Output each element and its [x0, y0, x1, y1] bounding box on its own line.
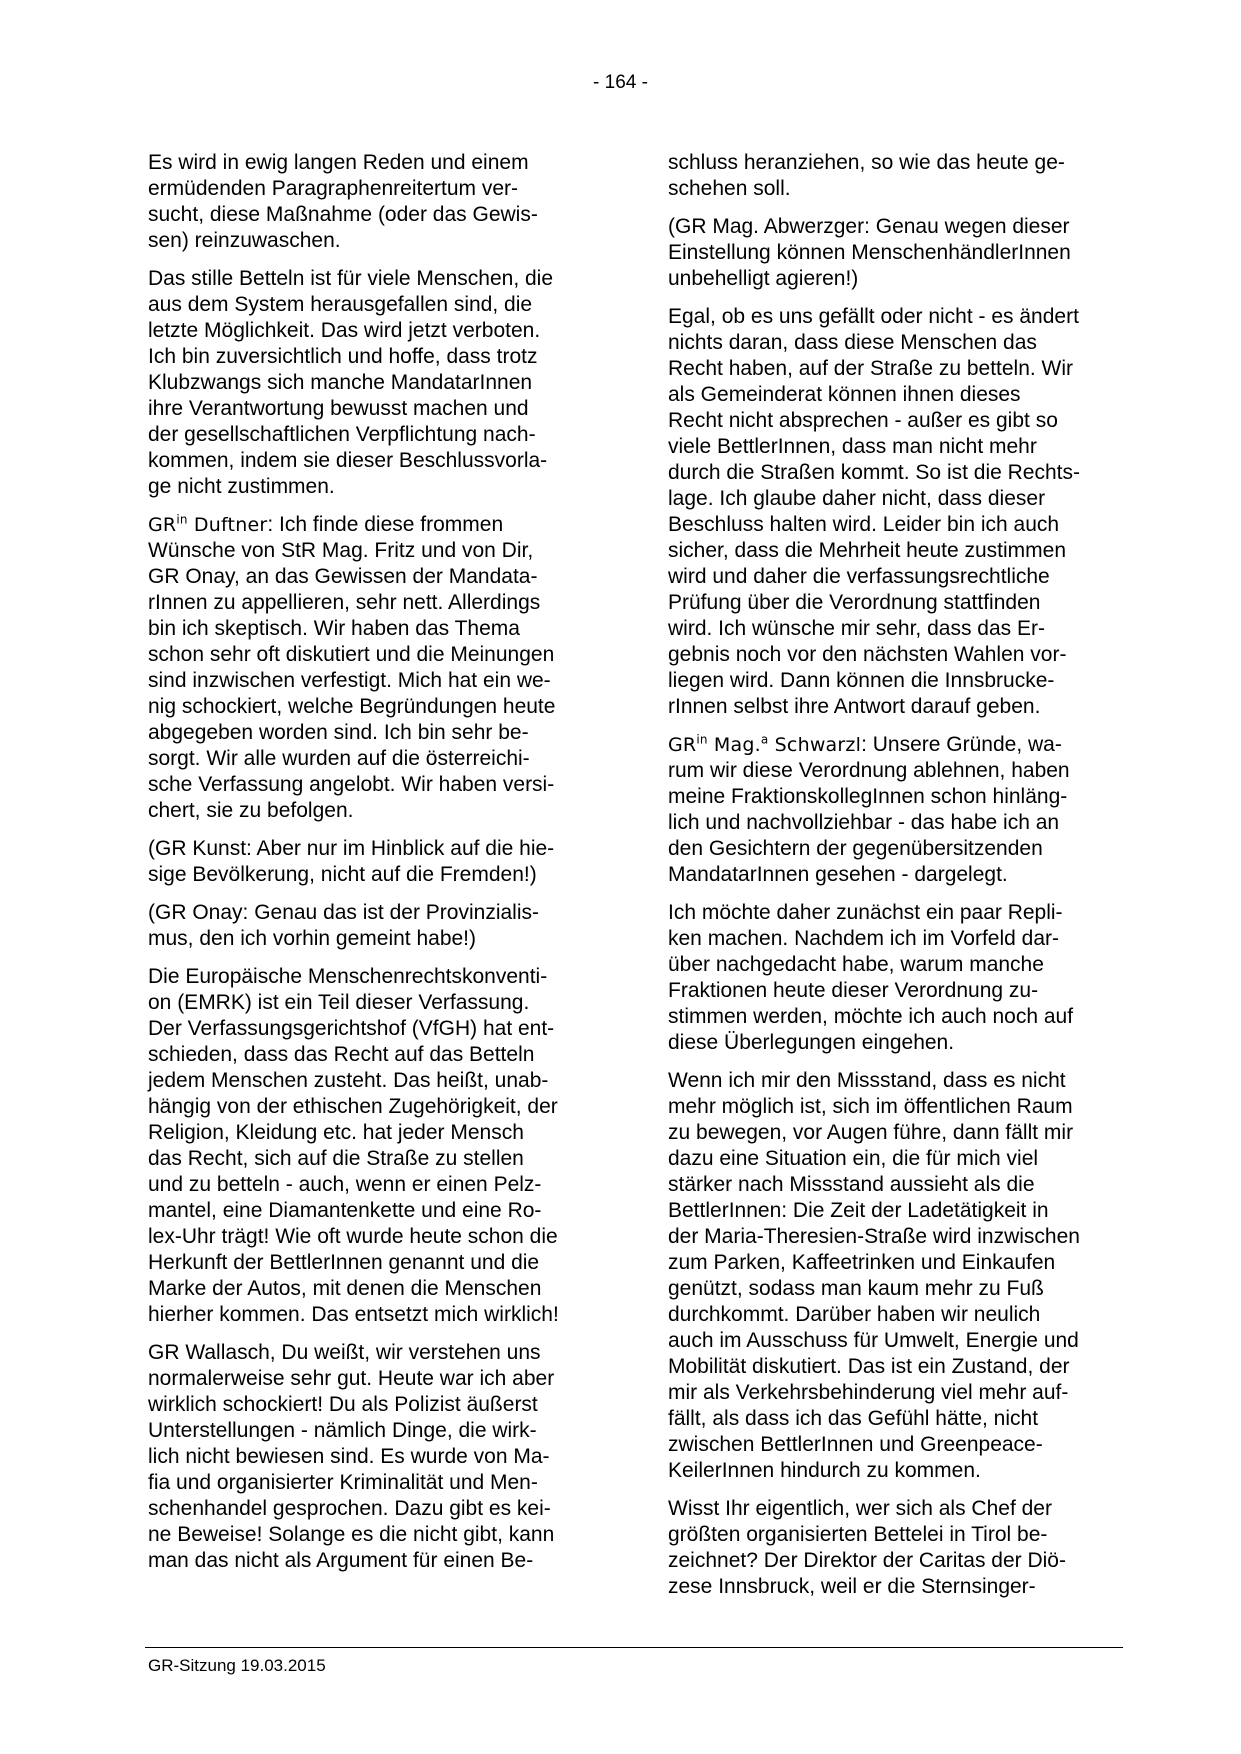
text-line: schieden, dass das Recht auf das Betteln [148, 1043, 535, 1066]
paragraph [668, 214, 1118, 292]
text-line: schon sehr oft diskutiert und die Meinungen [148, 643, 555, 666]
text-line: nig schockiert, welche Begründungen heute [148, 695, 556, 718]
text-line: schehen soll. [668, 177, 791, 200]
text-line: fia und organisierter Kriminalität und Men- [148, 1471, 538, 1494]
text-line: normalerweise sehr gut. Heute war ich aber [148, 1367, 555, 1390]
text-line: sicher, dass die Mehrheit heute zustimmen [668, 539, 1067, 562]
text-line: sen) reinzuwaschen. [148, 229, 341, 252]
text-line: schluss heranziehen, so wie das heute ge- [668, 151, 1065, 174]
speaker-title: GR [668, 734, 697, 756]
text-line: jedem Menschen zusteht. Das heißt, unab- [148, 1069, 549, 1092]
text-line: Wenn ich mir den Missstand, dass es nicht [668, 1069, 1066, 1092]
text-line: hierher kommen. Das entsetzt mich wirklich! [148, 1303, 559, 1326]
text-line: ge nicht zustimmen. [148, 475, 335, 498]
text-line: stärker nach Missstand aussieht als die [668, 1173, 1035, 1196]
text-line: sorgt. Wir alle wurden auf die österreichi- [148, 747, 530, 770]
text-line: Beschluss halten wird. Leider bin ich auch [668, 513, 1060, 536]
paragraph [668, 304, 1118, 720]
text-line: mus, den ich vorhin gemeint habe!) [148, 927, 477, 950]
speaker-line [668, 732, 1118, 758]
text-line: KeilerInnen hindurch zu kommen. [668, 1459, 981, 1482]
text-line: mir als Verkehrsbehinderung viel mehr auf- [668, 1381, 1069, 1404]
text-line: GR Wallasch, Du weißt, wir verstehen uns [148, 1341, 541, 1364]
text-line: on (EMRK) ist ein Teil dieser Verfassung. [148, 991, 530, 1014]
text-line: Es wird in ewig langen Reden und einem [148, 151, 529, 174]
text-line: sche Verfassung angelobt. Wir haben versi- [148, 773, 555, 796]
paragraph [668, 1068, 1118, 1484]
paragraph [148, 1340, 598, 1574]
paragraph [148, 836, 598, 888]
text-line: ken machen. Nachdem ich im Vorfeld dar- [668, 927, 1060, 950]
text-line: Recht haben, auf der Straße zu betteln. Wir [668, 357, 1074, 380]
text-line: fällt, als dass ich das Gefühl hätte, nicht [668, 1407, 1039, 1430]
text-line: Klubzwangs sich manche MandatarInnen [148, 371, 533, 394]
text-line: als Gemeinderat können ihnen dieses [668, 383, 1021, 406]
text-line: gebnis noch vor den nächsten Wahlen vor- [668, 643, 1067, 666]
speaker-title-suffix: in [696, 732, 708, 747]
text-line: kommen, indem sie dieser Beschlussvorla- [148, 449, 548, 472]
page-number: - 164 - [593, 72, 648, 93]
text-line: auch im Ausschuss für Umwelt, Energie und [668, 1329, 1079, 1352]
text-line: lex-Uhr trägt! Wie oft wurde heute schon die [148, 1225, 558, 1248]
paragraph [148, 964, 598, 1328]
text-line: nichts daran, dass diese Menschen das [668, 331, 1037, 354]
text-line: zum Parken, Kaffeetrinken und Einkaufen [668, 1251, 1056, 1274]
text-line: ermüdenden Paragraphenreitertum ver- [148, 177, 519, 200]
text-line: Einstellung können MenschenhändlerInnen [668, 241, 1071, 264]
text-line: letzte Möglichkeit. Das wird jetzt verboten. [148, 319, 541, 342]
text-line: rum wir diese Verordnung ablehnen, haben [668, 759, 1070, 782]
speaker-line-rest: : Ich finde diese frommen [267, 513, 504, 536]
paragraph [148, 150, 598, 254]
text-line: viele BettlerInnen, dass man nicht mehr [668, 435, 1037, 458]
text-line: und zu betteln - auch, wenn er einen Pelz- [148, 1173, 542, 1196]
text-line: wirklich schockiert! Du als Polizist äußerst [148, 1393, 538, 1416]
footer-text: GR-Sitzung 19.03.2015 [148, 1656, 326, 1675]
text-line: Mobilität diskutiert. Das ist ein Zustand, der [668, 1355, 1070, 1378]
text-line: wird. Ich wünsche mir sehr, dass das Er- [668, 617, 1045, 640]
text-line: über nachgedacht habe, warum manche [668, 953, 1044, 976]
speaker-academic-title: Mag. [707, 734, 761, 756]
text-line: das Recht, sich auf die Straße zu stellen [148, 1147, 524, 1170]
text-line: Das stille Betteln ist für viele Menschen, die [148, 267, 554, 290]
text-line: zu bewegen, vor Augen führe, dann fällt mir [668, 1121, 1074, 1144]
text-line: unbehelligt agieren!) [668, 267, 859, 290]
text-line: (GR Mag. Abwerzger: Genau wegen dieser [668, 215, 1070, 238]
paragraph [148, 266, 598, 500]
text-line: rInnen zu appellieren, sehr nett. Allerdings [148, 591, 541, 614]
text-line: der Maria-Theresien-Straße wird inzwischen [668, 1225, 1080, 1248]
text-line: BettlerInnen: Die Zeit der Ladetätigkeit in [668, 1199, 1049, 1222]
right-column [668, 150, 1118, 1612]
text-line: hängig von der ethischen Zugehörigkeit, der [148, 1095, 558, 1118]
text-line: aus dem System herausgefallen sind, die [148, 293, 533, 316]
speaker-title-suffix: in [176, 512, 188, 527]
text-line: bin ich skeptisch. Wir haben das Thema [148, 617, 520, 640]
text-line: Religion, Kleidung etc. hat jeder Mensch [148, 1121, 524, 1144]
text-line: größten organisierten Bettelei in Tirol be- [668, 1523, 1048, 1546]
paragraph [668, 150, 1118, 202]
text-line: Ich bin zuversichtlich und hoffe, dass trotz [148, 345, 538, 368]
text-line: Die Europäische Menschenrechtskonventi- [148, 965, 548, 988]
paragraph [668, 1496, 1118, 1600]
text-line: ihre Verantwortung bewusst machen und [148, 397, 529, 420]
text-line: Wisst Ihr eigentlich, wer sich als Chef der [668, 1497, 1052, 1520]
text-line: zwischen BettlerInnen und Greenpeace- [668, 1433, 1043, 1456]
paragraph [668, 900, 1118, 1056]
text-line: mehr möglich ist, sich im öffentlichen Raum [668, 1095, 1073, 1118]
text-line: GR Onay, an das Gewissen der Mandata- [148, 565, 538, 588]
text-line: MandatarInnen gesehen - dargelegt. [668, 863, 1008, 886]
text-line: Wünsche von StR Mag. Fritz und von Dir, [148, 539, 534, 562]
text-line: mantel, eine Diamantenkette und eine Ro- [148, 1199, 542, 1222]
text-line: chert, sie zu befolgen. [148, 799, 354, 822]
text-line: stimmen werden, möchte ich auch noch auf [668, 1005, 1074, 1028]
text-line: abgegeben worden sind. Ich bin sehr be- [148, 721, 529, 744]
paragraph [148, 900, 598, 952]
footer-rule [145, 1647, 1123, 1648]
text-line: durch die Straßen kommt. So ist die Rechts- [668, 461, 1080, 484]
text-line: sind inzwischen verfestigt. Mich hat ein we- [148, 669, 551, 692]
speaker-line [148, 512, 598, 538]
text-line: meine FraktionskollegInnen schon hinläng- [668, 785, 1068, 808]
text-line: Prüfung über die Verordnung stattfinden [668, 591, 1041, 614]
text-line: lich nicht bewiesen sind. Es wurde von Ma- [148, 1445, 550, 1468]
text-line: Der Verfassungsgerichtshof (VfGH) hat ent- [148, 1017, 555, 1040]
text-line: (GR Kunst: Aber nur im Hinblick auf die hie- [148, 837, 555, 860]
text-line: zeichnet? Der Direktor der Caritas der Diö- [668, 1549, 1066, 1572]
text-line: Recht nicht absprechen - außer es gibt so [668, 409, 1058, 432]
text-line: lich und nachvollziehbar - das habe ich an [668, 811, 1060, 834]
text-line: lage. Ich glaube daher nicht, dass dieser [668, 487, 1046, 510]
speaker-surname: Duftner [193, 514, 268, 536]
text-line: genützt, sodass man kaum mehr zu Fuß [668, 1277, 1044, 1300]
text-line: durchkommt. Darüber haben wir neulich [668, 1303, 1041, 1326]
speaker-line-rest: : Unsere Gründe, wa- [861, 733, 1062, 756]
speaker-name [148, 514, 267, 536]
speaker-name [668, 734, 861, 756]
text-line: wird und daher die verfassungsrechtliche [668, 565, 1050, 588]
text-line: zese Innsbruck, weil er die Sternsinger- [668, 1575, 1036, 1598]
text-line: Fraktionen heute dieser Verordnung zu- [668, 979, 1039, 1002]
speaker-academic-suffix: a [760, 732, 769, 747]
text-line: ne Beweise! Solange es die nicht gibt, kann [148, 1523, 555, 1546]
text-line: Ich möchte daher zunächst ein paar Repli- [668, 901, 1063, 924]
text-line: (GR Onay: Genau das ist der Provinzialis- [148, 901, 539, 924]
paragraph [668, 732, 1118, 888]
text-line: schenhandel gesprochen. Dazu gibt es kei- [148, 1497, 551, 1520]
text-line: dazu eine Situation ein, die für mich viel [668, 1147, 1039, 1170]
text-line: man das nicht als Argument für einen Be- [148, 1549, 534, 1572]
text-line: Herkunft der BettlerInnen genannt und die [148, 1251, 540, 1274]
text-line: rInnen selbst ihre Antwort darauf geben. [668, 695, 1041, 718]
text-line: Marke der Autos, mit denen die Menschen [148, 1277, 542, 1300]
left-column [148, 150, 598, 1586]
text-line: sucht, diese Maßnahme (oder das Gewis- [148, 203, 538, 226]
speaker-surname: Schwarzl [774, 734, 862, 756]
text-line: sige Bevölkerung, nicht auf die Fremden!) [148, 863, 537, 886]
text-line: der gesellschaftlichen Verpflichtung nach- [148, 423, 536, 446]
text-line: Egal, ob es uns gefällt oder nicht - es ändert [668, 305, 1079, 328]
speaker-title: GR [148, 514, 177, 536]
text-line: den Gesichtern der gegenübersitzenden [668, 837, 1043, 860]
paragraph [148, 512, 598, 824]
text-line: liegen wird. Dann können die Innsbrucke- [668, 669, 1055, 692]
text-line: Unterstellungen - nämlich Dinge, die wirk- [148, 1419, 537, 1442]
text-line: diese Überlegungen eingehen. [668, 1031, 955, 1054]
